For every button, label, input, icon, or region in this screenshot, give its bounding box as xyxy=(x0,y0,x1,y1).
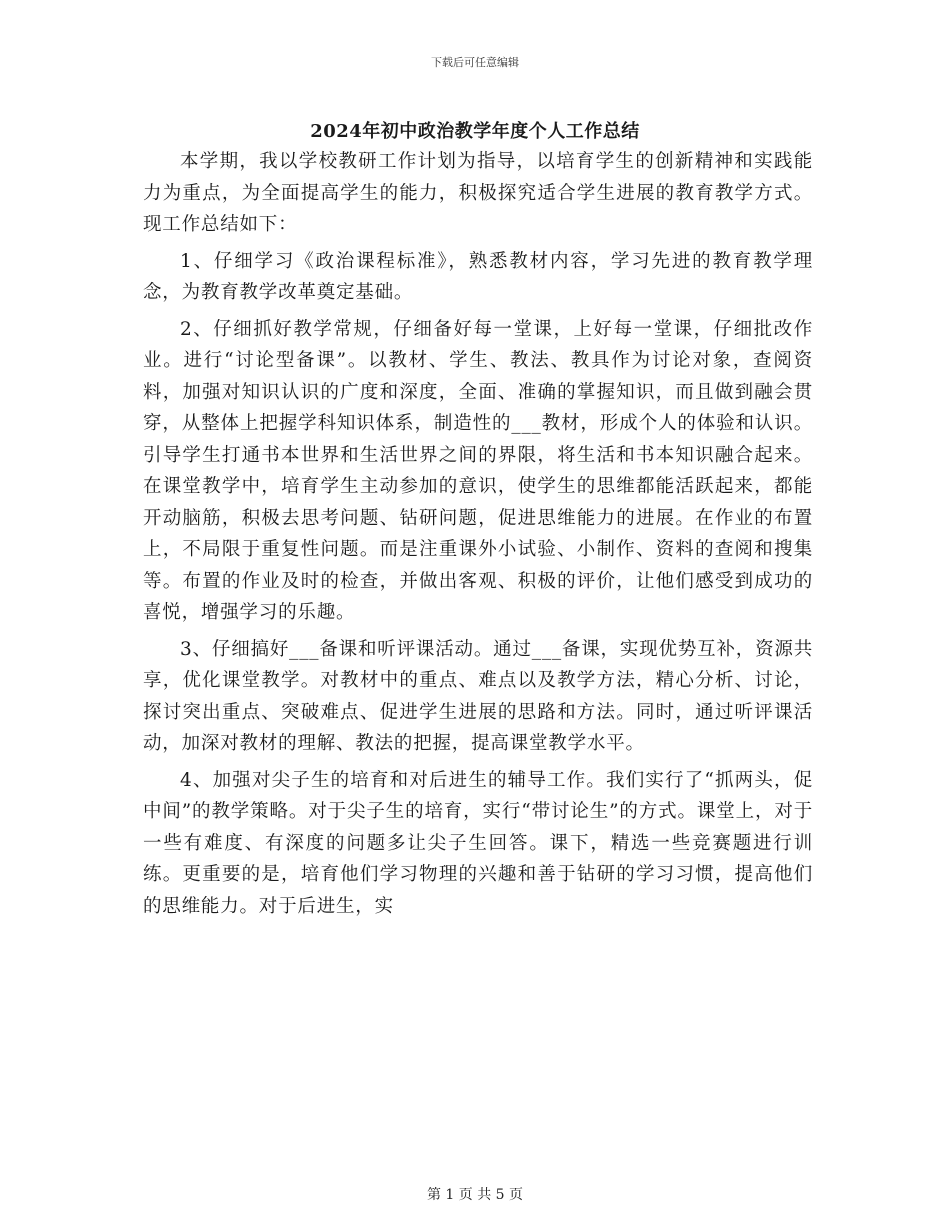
paragraph-intro: 本学期，我以学校教研工作计划为指导，以培育学生的创新精神和实践能力为重点，为全面提高学生的能力，积极探究适合学生进展的教育教学方式。现工作总结如下： xyxy=(143,151,813,235)
paragraph-item-1: 1、仔细学习《政治课程标准》，熟悉教材内容，学习先进的教育教学理念，为教育教学改革奠定基础。 xyxy=(143,250,813,303)
document-body xyxy=(143,146,813,922)
page-header-note: 下载后可任意编辑 xyxy=(431,56,519,69)
document-title: 2024年初中政治教学年度个人工作总结 xyxy=(310,121,640,142)
paragraph-item-3: 3、仔细搞好___备课和听评课活动。通过___备课，实现优势互补，资源共享，优化课堂教学。对教材中的重点、难点以及教学方法，精心分析、讨论，探讨突出重点、突破难点、促进学生进展的思路和方法。同时，通过听评课活动，加深对教材的理解、教法的把握，提高课堂教学水平。 xyxy=(143,638,813,754)
page-number-footer: 第 1 页 共 5 页 xyxy=(426,1187,524,1203)
paragraph-item-2: 2、仔细抓好教学常规，仔细备好每一堂课，上好每一堂课，仔细批改作业。进行“讨论型备课”。以教材、学生、教法、教具作为讨论对象，查阅资料，加强对知识认识的广度和深度，全面、准确的掌握知识，而且做到融会贯穿，从整体上把握学科知识体系，制造性的___教材，形成个人的体验和认识。引导学生打通书本世界和生活世界之间的界限，将生活和书本知识融合起来。在课堂教学中，培育学生主动参加的意识，使学生的思维都能活跃起来，都能开动脑筋，积极去思考问题、钻研问题，促进思维能力的进展。在作业的布置上，不局限于重复性问题。而是注重课外小试验、小制作、资料的查阅和搜集等。布置的作业及时的检查，并做出客观、积极的评价，让他们感受到成功的喜悦，增强学习的乐趣。 xyxy=(143,318,813,623)
paragraph-item-4: 4、加强对尖子生的培育和对后进生的辅导工作。我们实行了“抓两头，促中间”的教学策略。对于尖子生的培育，实行“带讨论生”的方式。课堂上，对于一些有难度、有深度的问题多让尖子生回答。课下，精选一些竞赛题进行训练。更重要的是，培育他们学习物理的兴趣和善于钻研的学习习惯，提高他们的思维能力。对于后进生，实 xyxy=(143,769,813,917)
